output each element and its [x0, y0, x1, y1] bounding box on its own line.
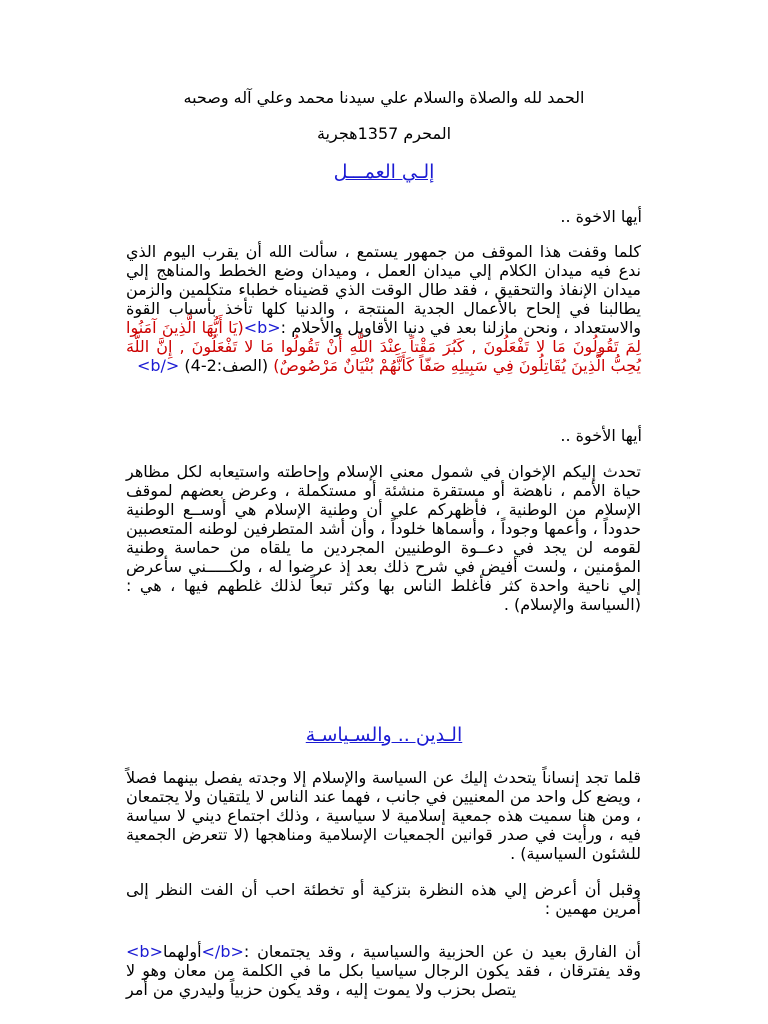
bold-close-tag-2: </b> — [201, 942, 244, 961]
bold-open-tag-2: <b> — [126, 942, 163, 961]
first-matter-text: : أن الفارق بعيد ن عن الحزبية والسياسية ، وقد يجتمعان وقد يفترقان ، فقد يكون الرجال سياسيا بكل ما في الكلمة من معان وهو لا يتصل بحزب ولا يموت إليه ، وقد يكون حزبياً وليدري من أمر — [126, 942, 641, 999]
bold-close-tag: </b> — [136, 356, 180, 375]
section-title-religion-politics: الـدين .. والسـياسـة — [305, 724, 463, 746]
paragraph-first-matter — [126, 942, 641, 999]
bold-open-tag: <b> — [243, 318, 281, 337]
paragraph-islam-nationalism: تحدث إليكم الإخوان في شمول معني الإسلام وإحاطته واستيعابه لكل مظاهر حياة الأمم ، ناهضة أو مستقرة منشئة أو مستكملة ، وعرض بعضهم لموقف الإسلام من الوطنية ، فأظهركم علي أن وطنية الإسلام هي أوســع الوطنية حدوداً ، وأعمها وجوداً ، وأسماها خلوداً ، وأن أشد المتطرفين لوطنه المتعصبين لقومه لن يجد في دعــوة الوطنيين المجردين ما يلقاه من حماسة وطنية المؤمنين ، ولست أفيض في شرح ذلك بعد إذ عرضوا له ، ولكـــــني سأعرض إلي ناحية واحدة كثر فأغلط الناس بها وكثر تبعاً لذلك غلطهم فيها ، هي : (السياسة والإسلام) . — [126, 462, 641, 614]
section-title-work: إلـي العمـــل — [333, 161, 435, 183]
paragraph-two-matters: وقبل أن أعرض إلي هذه النظرة بتزكية أو تخطئة احب أن الفت النظر إلى أمرين مهمين : — [126, 880, 641, 918]
first-matter-label: أولهما — [162, 942, 202, 961]
date-line: المحرم 1357هجرية — [316, 124, 452, 143]
verse-citation: (الصف:2-4) — [179, 356, 274, 375]
address-brothers-1: أيها الاخوة .. — [560, 207, 642, 226]
paragraph-separation: قلما تجد إنساناً يتحدث إليك عن السياسة والإسلام إلا وجدته يفصل بينهما فصلاً ، ويضع كل واحد من المعنيين في جانب ، فهما عند الناس لا يلتقيان ولا يجتمعان ، ومن هنا سميت هذه جمعية إسلامية لا سياسية ، وذلك اجتماع ديني لا سياسة فيه ، ورأيت في صدر قوانين الجمعيات الإسلامية ومناهجها (لا تتعرض الجمعية للشئون السياسية) . — [126, 768, 641, 863]
quran-verse: (يَا أَيُّهَا الَّذِينَ آمَنُوا لِمَ تَقُولُونَ مَا لا تَفْعَلُونَ , كَبُرَ مَقْتاً عِنْدَ اللَّهِ أَنْ تَقُولُوا مَا لا تَفْعَلُونَ , إِنَّ اللَّهَ يُحِبُّ الَّذِينَ يُقَاتِلُونَ فِي سَبِيلِهِ صَفّاً كَأَنَّهُمْ بُنْيَانٌ مَرْصُوصٌ) — [126, 318, 641, 375]
paragraph-intro-text: كلما وقفت هذا الموقف من جمهور يستمع ، سألت الله أن يقرب اليوم الذي ندع فيه ميدان الكلام إلي ميدان العمل ، وميدان وضع الخطط والمناهج إلي ميدان الإنفاذ والتحقيق ، فقد طال الوقت الذي قضيناه خطباء متكلمين والزمن يطالبنا في إلحاح بالأعمال الجدية المنتجة ، والدنيا كلها تأخذ بأسباب القوة والاستعداد ، ونحن مازلنا بعد في دنيا الأقاويل والأحلام : — [126, 242, 641, 337]
address-brothers-2: أيها الأخوة .. — [560, 426, 642, 445]
paragraph-intro — [126, 242, 641, 375]
opening-praise: الحمد لله والصلاة والسلام علي سيدنا محمد وعلي آله وصحبه — [183, 88, 585, 107]
